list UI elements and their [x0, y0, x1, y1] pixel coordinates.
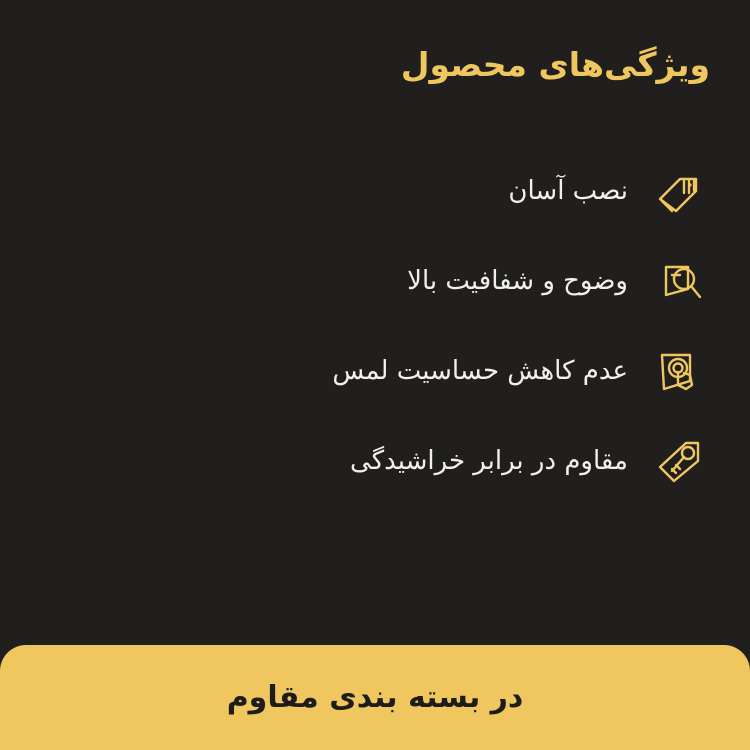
footer-text: در بسته بندی مقاوم — [226, 680, 524, 715]
footer-banner — [0, 645, 750, 750]
list-item-label: عدم کاهش حساسیت لمس — [332, 355, 628, 386]
list-item-label: نصب آسان — [508, 175, 628, 206]
list-item — [40, 430, 710, 492]
magnifier-clarity-icon — [650, 251, 710, 311]
touch-finger-icon — [650, 341, 710, 401]
list-item — [40, 250, 710, 312]
list-item — [40, 340, 710, 402]
list-item-label: مقاوم در برابر خراشیدگی — [350, 445, 628, 476]
list-item-label: وضوح و شفافیت بالا — [407, 265, 628, 296]
page-title: ویژگی‌های محصول — [400, 45, 710, 84]
list-item — [40, 160, 710, 222]
hand-install-icon — [650, 161, 710, 221]
features-list — [40, 160, 710, 492]
key-scratch-icon — [650, 431, 710, 491]
